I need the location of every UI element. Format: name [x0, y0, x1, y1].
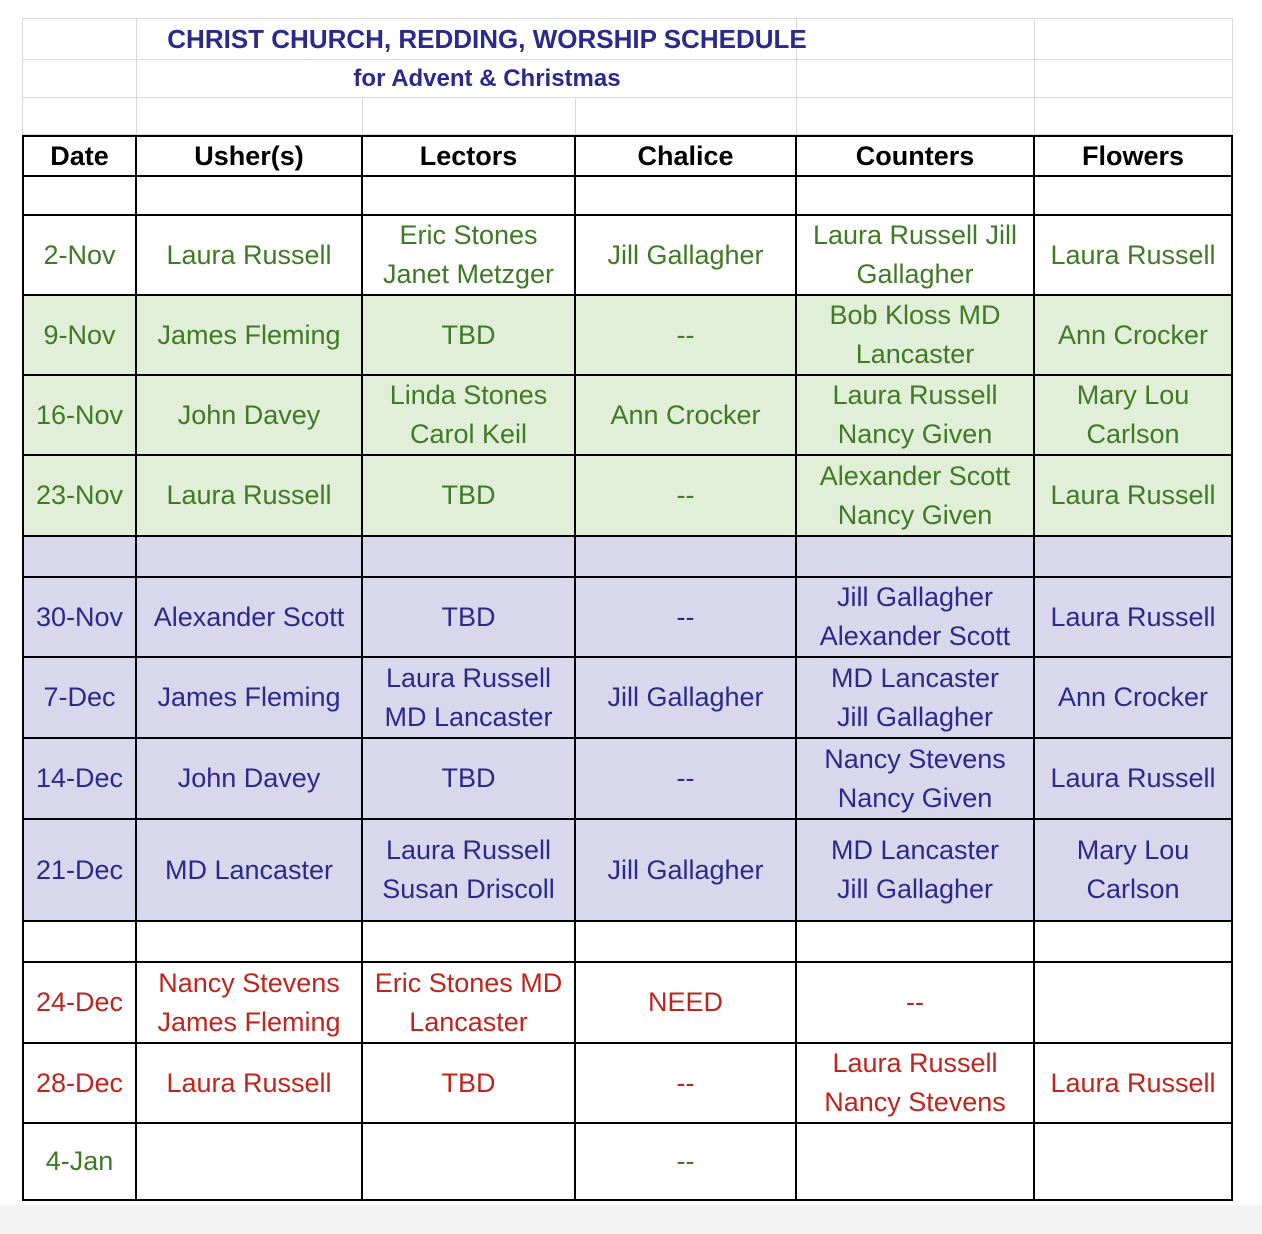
schedule-sheet	[22, 18, 1233, 1201]
chalice-cell[interactable]: --	[576, 739, 797, 820]
grid-cell[interactable]	[22, 98, 137, 135]
usher-cell[interactable]: James Fleming	[137, 296, 363, 376]
grid-cell[interactable]	[137, 98, 363, 135]
table-row	[22, 658, 1233, 739]
usher-cell[interactable]: John Davey	[137, 376, 363, 456]
date-cell[interactable]: 2-Nov	[22, 216, 137, 296]
usher-cell[interactable]: John Davey	[137, 739, 363, 820]
counters-cell[interactable]: MD Lancaster Jill Gallagher	[797, 658, 1035, 739]
lectors-cell[interactable]: Eric Stones Janet Metzger	[363, 216, 576, 296]
usher-cell[interactable]: Alexander Scott	[137, 578, 363, 658]
counters-cell[interactable]: MD Lancaster Jill Gallagher	[797, 820, 1035, 922]
counters-cell[interactable]: Alexander Scott Nancy Given	[797, 456, 1035, 537]
title-area	[22, 18, 1233, 135]
table-row	[22, 456, 1233, 537]
grid-cell[interactable]	[363, 177, 576, 216]
header-counters[interactable]: Counters	[797, 135, 1035, 177]
table-row	[22, 578, 1233, 658]
chalice-cell[interactable]	[576, 922, 797, 963]
date-cell[interactable]: 28-Dec	[22, 1044, 137, 1124]
counters-cell[interactable]: Nancy Stevens Nancy Given	[797, 739, 1035, 820]
flowers-cell[interactable]	[1035, 1124, 1233, 1201]
table-row	[22, 376, 1233, 456]
counters-cell[interactable]: Jill Gallagher Alexander Scott	[797, 578, 1035, 658]
header-date[interactable]: Date	[22, 135, 137, 177]
counters-cell[interactable]: Laura Russell Jill Gallagher	[797, 216, 1035, 296]
lectors-cell[interactable]	[363, 537, 576, 578]
date-cell[interactable]: 23-Nov	[22, 456, 137, 537]
flowers-cell[interactable]: Mary Lou Carlson	[1035, 376, 1233, 456]
chalice-cell[interactable]: --	[576, 1044, 797, 1124]
grid-cell[interactable]	[797, 177, 1035, 216]
counters-cell[interactable]: Laura Russell Nancy Given	[797, 376, 1035, 456]
window-bottom-bar	[0, 1205, 1262, 1234]
date-cell[interactable]: 24-Dec	[22, 963, 137, 1044]
chalice-cell[interactable]: --	[576, 456, 797, 537]
flowers-cell[interactable]: Laura Russell	[1035, 739, 1233, 820]
flowers-cell[interactable]: Mary Lou Carlson	[1035, 820, 1233, 922]
lectors-cell[interactable]: Laura Russell MD Lancaster	[363, 658, 576, 739]
date-cell[interactable]: 4-Jan	[22, 1124, 137, 1201]
usher-cell[interactable]	[137, 1124, 363, 1201]
usher-cell[interactable]: MD Lancaster	[137, 820, 363, 922]
grid-cell[interactable]	[797, 98, 1035, 135]
counters-cell[interactable]	[797, 537, 1035, 578]
chalice-cell[interactable]: --	[576, 578, 797, 658]
grid-cell[interactable]	[576, 177, 797, 216]
table-row	[22, 820, 1233, 922]
lectors-cell[interactable]: TBD	[363, 1044, 576, 1124]
grid-cell[interactable]	[1035, 98, 1233, 135]
usher-cell[interactable]: Laura Russell	[137, 1044, 363, 1124]
flowers-cell[interactable]: Ann Crocker	[1035, 658, 1233, 739]
chalice-cell[interactable]: --	[576, 1124, 797, 1201]
chalice-cell[interactable]: --	[576, 296, 797, 376]
lectors-cell[interactable]: Eric Stones MD Lancaster	[363, 963, 576, 1044]
lectors-cell[interactable]	[363, 922, 576, 963]
grid-cell[interactable]	[1035, 18, 1233, 60]
grid-cell[interactable]	[22, 18, 137, 60]
counters-cell[interactable]: --	[797, 963, 1035, 1044]
header-lectors[interactable]: Lectors	[363, 135, 576, 177]
grid-cell[interactable]	[1035, 60, 1233, 98]
lectors-cell[interactable]: Linda Stones Carol Keil	[363, 376, 576, 456]
schedule-table	[22, 135, 1233, 1201]
chalice-cell[interactable]: Jill Gallagher	[576, 820, 797, 922]
lectors-cell[interactable]: TBD	[363, 296, 576, 376]
date-cell[interactable]: 16-Nov	[22, 376, 137, 456]
table-row	[22, 296, 1233, 376]
usher-cell[interactable]	[137, 922, 363, 963]
grid-cell[interactable]	[363, 98, 576, 135]
counters-cell[interactable]	[797, 1124, 1035, 1201]
date-cell[interactable]	[22, 922, 137, 963]
page-title: CHRIST CHURCH, REDDING, WORSHIP SCHEDULE	[167, 23, 807, 54]
flowers-cell[interactable]	[1035, 537, 1233, 578]
flowers-cell[interactable]: Laura Russell	[1035, 216, 1233, 296]
grid-cell[interactable]	[1035, 177, 1233, 216]
chalice-cell[interactable]: Jill Gallagher	[576, 658, 797, 739]
date-cell[interactable]: 21-Dec	[22, 820, 137, 922]
table-row	[22, 216, 1233, 296]
usher-cell[interactable]: Laura Russell	[137, 216, 363, 296]
grid-cell[interactable]	[137, 177, 363, 216]
usher-cell[interactable]: James Fleming	[137, 658, 363, 739]
lectors-cell[interactable]: Laura Russell Susan Driscoll	[363, 820, 576, 922]
date-cell[interactable]: 30-Nov	[22, 578, 137, 658]
grid-cell[interactable]	[22, 60, 137, 98]
page-subtitle: for Advent & Christmas	[353, 65, 621, 92]
flowers-cell[interactable]: Laura Russell	[1035, 456, 1233, 537]
flowers-cell[interactable]	[1035, 963, 1233, 1044]
lectors-cell[interactable]: TBD	[363, 578, 576, 658]
lectors-cell[interactable]: TBD	[363, 739, 576, 820]
chalice-cell[interactable]: Jill Gallagher	[576, 216, 797, 296]
date-cell[interactable]: 9-Nov	[22, 296, 137, 376]
flowers-cell[interactable]: Laura Russell	[1035, 578, 1233, 658]
header-chalice[interactable]: Chalice	[576, 135, 797, 177]
grid-cell[interactable]	[576, 98, 797, 135]
lectors-cell[interactable]	[363, 1124, 576, 1201]
grid-cell[interactable]	[22, 177, 137, 216]
chalice-cell[interactable]	[576, 537, 797, 578]
counters-cell[interactable]: Laura Russell Nancy Stevens	[797, 1044, 1035, 1124]
date-cell[interactable]	[22, 537, 137, 578]
chalice-cell[interactable]: Ann Crocker	[576, 376, 797, 456]
date-cell[interactable]: 7-Dec	[22, 658, 137, 739]
usher-cell[interactable]: Nancy Stevens James Fleming	[137, 963, 363, 1044]
flowers-cell[interactable]: Laura Russell	[1035, 1044, 1233, 1124]
chalice-cell[interactable]: NEED	[576, 963, 797, 1044]
usher-cell[interactable]: Laura Russell	[137, 456, 363, 537]
flowers-cell[interactable]	[1035, 922, 1233, 963]
counters-cell[interactable]: Bob Kloss MD Lancaster	[797, 296, 1035, 376]
table-row	[22, 1044, 1233, 1124]
table-row	[22, 1124, 1233, 1201]
flowers-cell[interactable]: Ann Crocker	[1035, 296, 1233, 376]
spacer-row	[22, 177, 1233, 216]
table-row	[22, 963, 1233, 1044]
table-row	[22, 739, 1233, 820]
table-row	[22, 537, 1233, 578]
lectors-cell[interactable]: TBD	[363, 456, 576, 537]
header-flowers[interactable]: Flowers	[1035, 135, 1233, 177]
date-cell[interactable]: 14-Dec	[22, 739, 137, 820]
usher-cell[interactable]	[137, 537, 363, 578]
column-header-row	[22, 135, 1233, 177]
schedule-rows	[22, 216, 1233, 1201]
counters-cell[interactable]	[797, 922, 1035, 963]
header-ushers[interactable]: Usher(s)	[137, 135, 363, 177]
table-row	[22, 922, 1233, 963]
